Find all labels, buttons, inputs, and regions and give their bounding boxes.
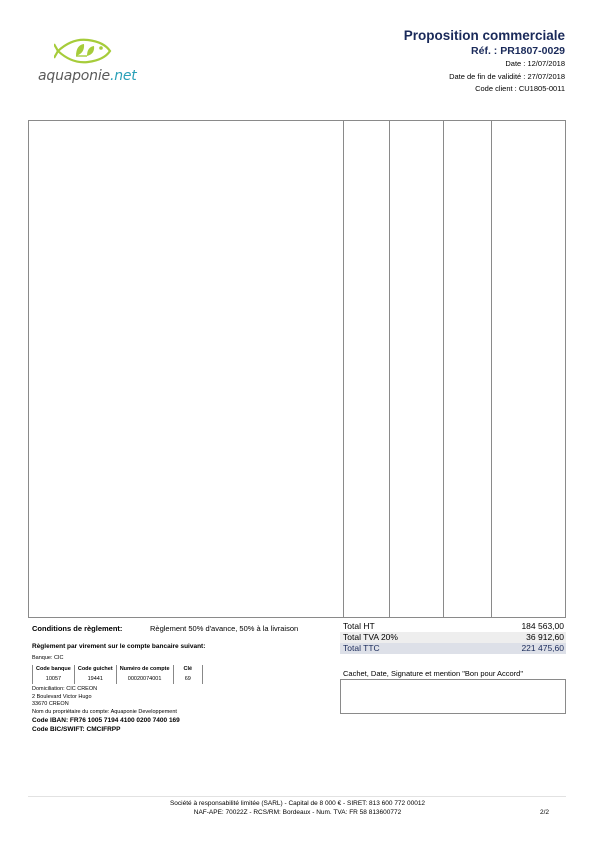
client-code: Code client : CU1805-0011 xyxy=(475,84,565,93)
total-ht-label: Total HT xyxy=(343,621,375,631)
page-number: 2/2 xyxy=(539,809,549,816)
account-owner: Nom du propriétaire du compte: Aquaponie Developpement xyxy=(32,708,177,715)
domiciliation: Domiciliation: CIC CREON xyxy=(32,686,98,692)
account-number-value: 00020074001 xyxy=(116,673,173,684)
validity-date: Date de fin de validité : 27/07/2018 xyxy=(449,71,565,81)
document-date: Date : 12/07/2018 xyxy=(505,59,565,68)
bank-address-line2: 33670 CREON xyxy=(32,701,69,707)
payment-conditions-value: Règlement 50% d'avance, 50% à la livraison xyxy=(150,624,299,633)
total-ht-value: 184 563,00 xyxy=(521,621,564,631)
total-tva-label: Total TVA 20% xyxy=(343,632,398,642)
total-ttc-row xyxy=(340,643,566,654)
total-ttc-label: Total TTC xyxy=(343,643,380,653)
iban-code: Code IBAN: FR76 1005 7194 4100 0200 7400 169 xyxy=(32,717,180,724)
footer-divider xyxy=(28,796,566,797)
company-logo xyxy=(36,36,146,88)
bank-name: Banque: CIC xyxy=(32,655,64,661)
signature-box xyxy=(340,679,566,714)
total-tva-value: 36 912,60 xyxy=(526,632,564,642)
bank-address-block xyxy=(32,686,180,734)
column-divider xyxy=(443,121,444,617)
column-divider xyxy=(491,121,492,617)
total-tva-row xyxy=(340,632,566,643)
branch-code-header: Code guichet xyxy=(74,665,116,673)
column-divider xyxy=(343,121,344,617)
signature-label: Cachet, Date, Signature et mention "Bon pour Accord" xyxy=(343,669,524,678)
bank-details-table xyxy=(32,665,203,684)
payment-conditions-label: Conditions de règlement: xyxy=(32,624,123,633)
logo-text: aquaponie.net xyxy=(38,68,137,84)
footer-legal-line2: NAF-APE: 70022Z - RCS/RM: Bordeaux - Num. TVA: FR 58 813600772 xyxy=(193,809,402,816)
total-ht-row xyxy=(340,621,566,632)
items-table xyxy=(28,120,566,618)
footer-legal-line1: Société à responsabilité limitée (SARL) - Capital de 8 000 € - SIRET: 813 600 772 00012 xyxy=(169,800,426,807)
document-header xyxy=(404,28,565,96)
fish-leaf-icon xyxy=(54,36,114,66)
bank-address-line1: 2 Boulevard Victor Hugo xyxy=(32,693,92,700)
total-ttc-value: 221 475,60 xyxy=(521,643,564,653)
column-divider xyxy=(389,121,390,617)
bank-code-value: 10057 xyxy=(33,673,75,684)
bank-transfer-title: Règlement par virement sur le compte bancaire suivant: xyxy=(32,643,206,650)
key-header: Clé xyxy=(173,665,203,673)
totals-block xyxy=(340,621,566,654)
key-value: 69 xyxy=(173,673,203,684)
document-reference: Réf. : PR1807-0029 xyxy=(471,45,565,57)
bank-code-header: Code banque xyxy=(33,665,75,673)
branch-code-value: 19441 xyxy=(74,673,116,684)
account-number-header: Numéro de compte xyxy=(116,665,173,673)
document-title: Proposition commerciale xyxy=(403,28,565,43)
bic-code: Code BIC/SWIFT: CMCIFRPP xyxy=(32,726,121,733)
